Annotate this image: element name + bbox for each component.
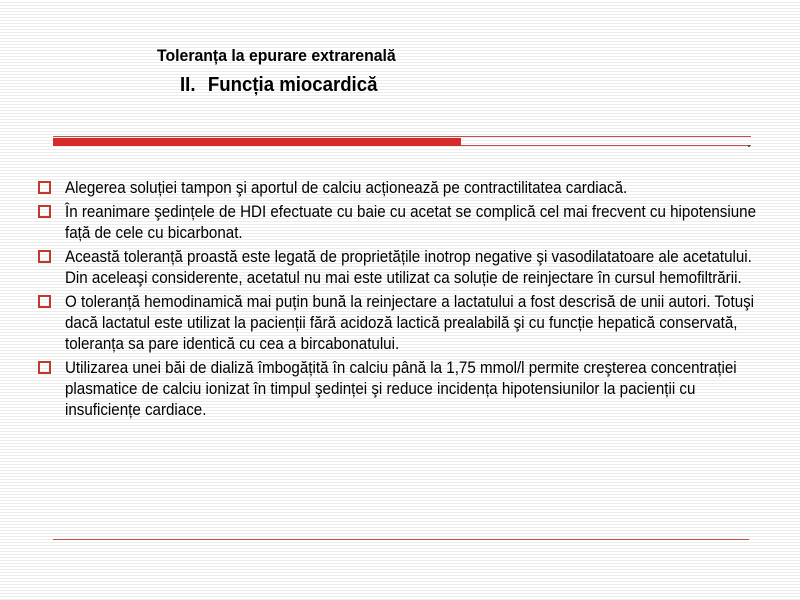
square-bullet-icon (38, 361, 51, 374)
subtitle-text: Funcția miocardică (207, 74, 378, 96)
square-bullet-icon (38, 295, 51, 308)
bullet-item (36, 292, 784, 355)
bullet-item (36, 178, 784, 199)
bullet-text: Această toleranță proastă este legată de proprietățile inotrop negative şi vasodilatatoare ale acetatului. Din aceleaşi considerente, acetatul nu mai este utilizat ca soluție de reinjectare în cursul hemofiltrării. (65, 248, 752, 287)
slide-subtitle (180, 73, 377, 97)
bullet-list (36, 178, 784, 424)
bullet-text: Alegerea soluției tampon şi aportul de calciu acționează pe contractilitatea cardiacă. (65, 179, 628, 197)
subtitle-number: II. (180, 74, 196, 96)
bullet-text: Utilizarea unei băi de dializă îmbogățită în calciu până la 1,75 mmol/l permite creşterea concentrației plasmatice de calciu ionizat în timpul şedinței şi reduce incidența hipotensiunilor la pacienții cu insuficiențe cardiace. (65, 359, 737, 419)
header-accent-bar (53, 138, 461, 146)
square-bullet-icon (38, 205, 51, 218)
header-dot (748, 145, 750, 147)
bullet-item (36, 247, 784, 289)
header-underline-rule (461, 145, 751, 146)
bullet-item (36, 358, 784, 421)
footer-rule (53, 539, 749, 540)
bullet-text: În reanimare şedințele de HDI efectuate cu baie cu acetat se complică cel mai frecvent cu hipotensiune față de cele cu bicarbonat. (65, 203, 757, 242)
bullet-text: O toleranță hemodinamică mai puțin bună la reinjectare a lactatului a fost descrisă de unii autori. Totuşi dacă lactatul este utilizat la pacienții fără acidoză lactică prealabilă şi cu funcție hepatică conservată, toleranța sa pare identică cu cea a bircabonatului. (65, 293, 755, 353)
square-bullet-icon (38, 181, 51, 194)
header-thin-rule (53, 136, 751, 137)
square-bullet-icon (38, 250, 51, 263)
bullet-item (36, 202, 784, 244)
slide-title: Toleranța la epurare extrarenală (157, 46, 396, 65)
